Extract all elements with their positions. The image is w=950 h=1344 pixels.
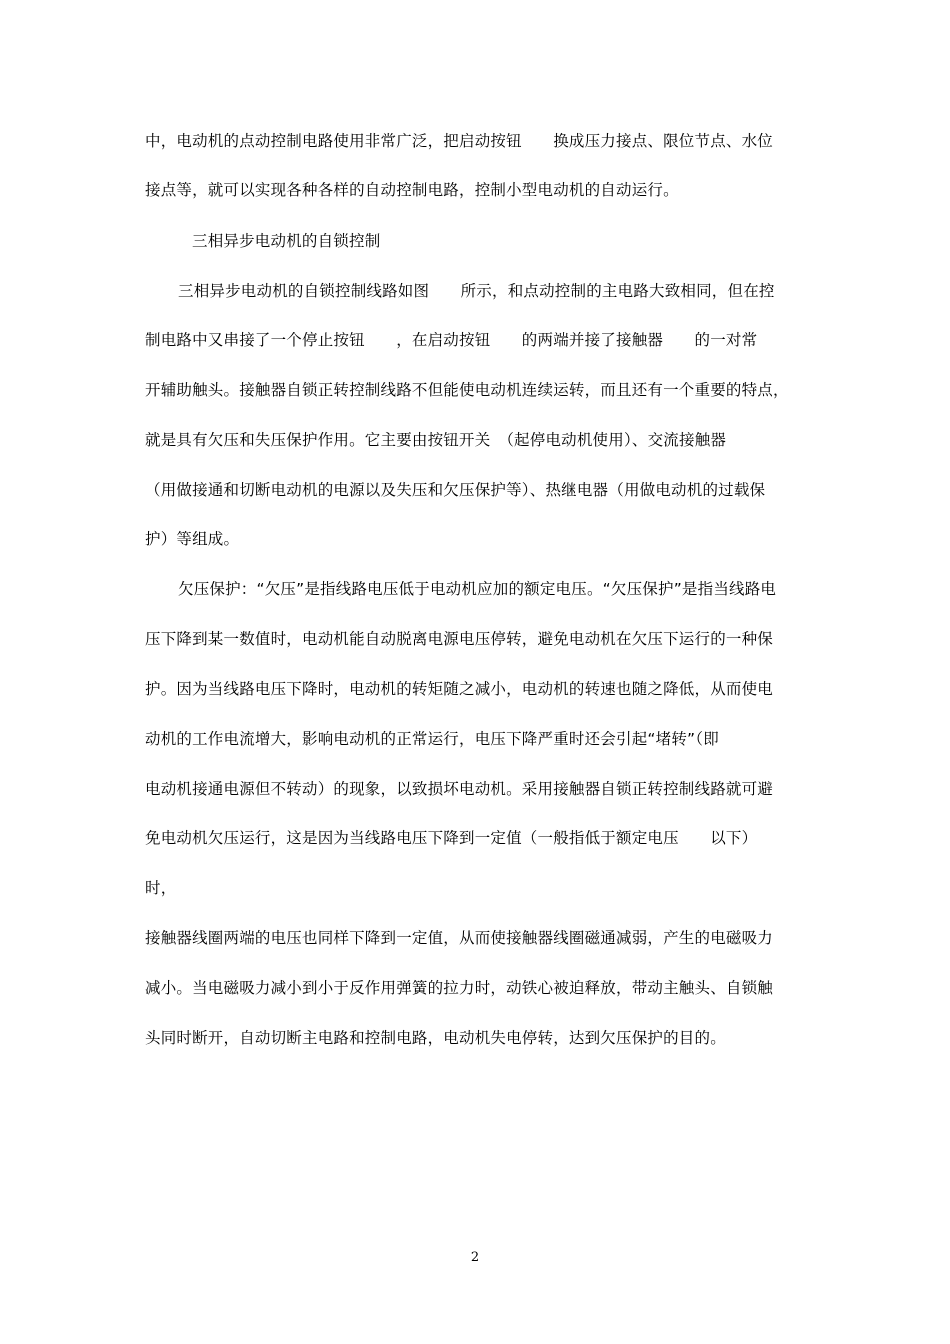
paragraph-line: 中，电动机的点动控制电路使用非常广泛，把启动按钮 换成压力接点、限位节点、水位 [145,132,774,150]
paragraph-line: 减小。当电磁吸力减小到小于反作用弹簧的拉力时，动铁心被迫释放，带动主触头、自锁触 [145,979,774,997]
paragraph-line: 欠压保护：“欠压”是指线路电压低于电动机应加的额定电压。“欠压保护”是指当线路电 [178,580,777,598]
paragraph-line: （用做接通和切断电动机的电源以及失压和欠压保护等）、热继电器（用做电动机的过载保 [145,481,766,499]
paragraph-line: 免电动机欠压运行，这是因为当线路电压下降到一定值（一般指低于额定电压 以下） [145,829,758,847]
paragraph-line: 时， [145,879,177,897]
paragraph-line: 制电路中又串接了一个停止按钮 ，在启动按钮 的两端并接了接触器 的一对常 [145,331,758,349]
section-heading: 三相异步电动机的自锁控制 [192,232,381,250]
paragraph-line: 接触器线圈两端的电压也同样下降到一定值，从而使接触器线圈磁通减弱，产生的电磁吸力 [145,929,774,947]
paragraph-line: 接点等，就可以实现各种各样的自动控制电路，控制小型电动机的自动运行。 [145,181,679,199]
paragraph-line: 护）等组成。 [145,530,240,548]
paragraph-line: 护。因为当线路电压下降时，电动机的转矩随之减小，电动机的转速也随之降低，从而使电 [145,680,774,698]
paragraph-line: 动机的工作电流增大，影响电动机的正常运行，电压下降严重时还会引起“堵转”（即 [145,730,719,748]
paragraph-line: 开辅助触头。接触器自锁正转控制线路不但能使电动机连续运转，而且还有一个重要的特点， [145,381,789,399]
paragraph-line: 电动机接通电源但不转动）的现象，以致损坏电动机。采用接触器自锁正转控制线路就可避 [145,780,774,798]
paragraph-line: 三相异步电动机的自锁控制线路如图 所示，和点动控制的主电路大致相同，但在控 [178,282,775,300]
paragraph-line: 头同时断开，自动切断主电路和控制电路，电动机失电停转，达到欠压保护的目的。 [145,1029,726,1047]
page-number: 2 [470,1250,480,1265]
paragraph-line: 压下降到某一数值时，电动机能自动脱离电源电压停转，避免电动机在欠压下运行的一种保 [145,630,774,648]
paragraph-line: 就是具有欠压和失压保护作用。它主要由按钮开关 （起停电动机使用）、交流接触器 [145,431,727,449]
